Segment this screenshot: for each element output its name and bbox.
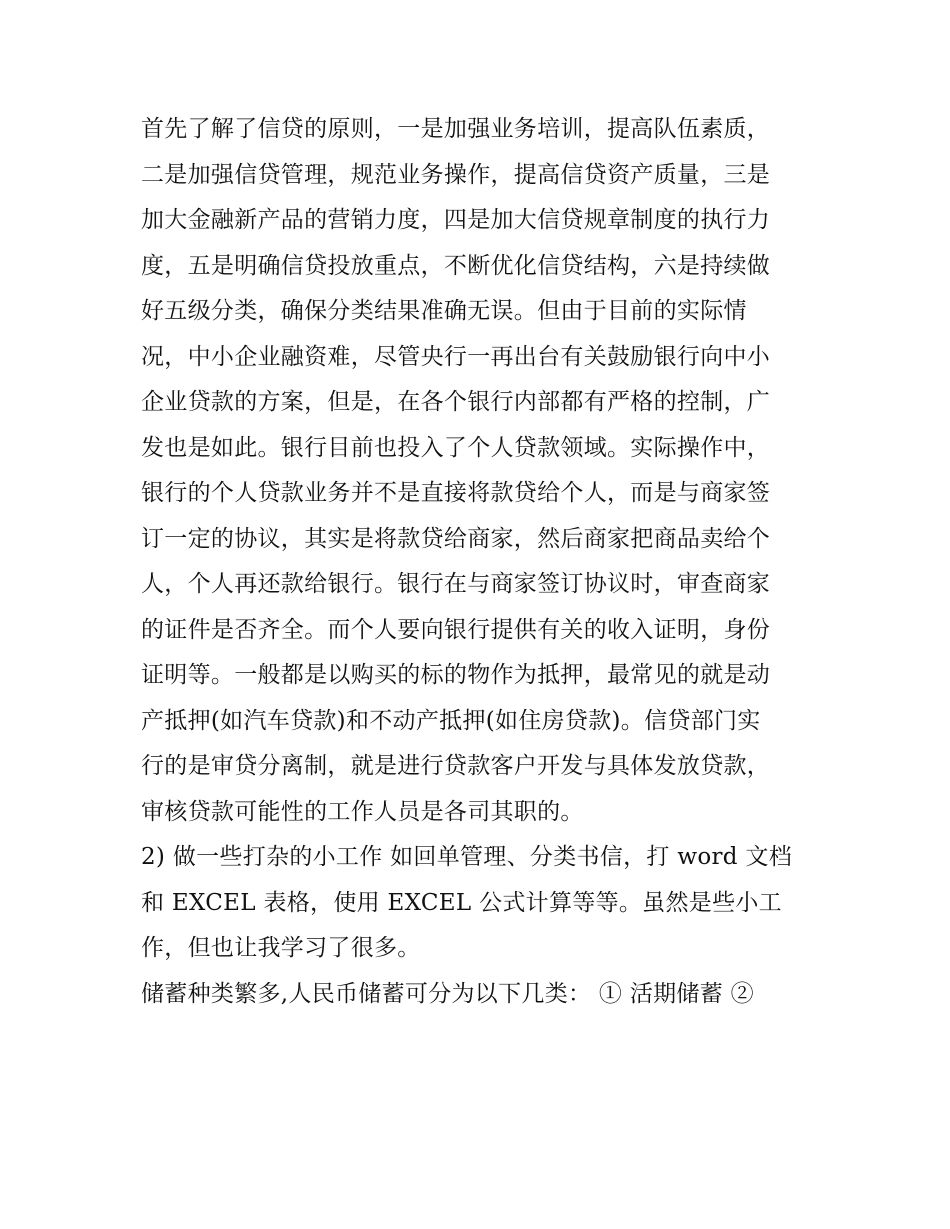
text-line: 二是加强信贷管理，规范业务操作，提高信贷资产质量，三是 [141, 161, 771, 188]
text-line: 银行的个人贷款业务并不是直接将款贷给个人，而是与商家签 [141, 480, 771, 506]
paragraph-odd-jobs [141, 835, 821, 972]
text-line: 行的是审贷分离制，就是进行贷款客户开发与具体发放贷款， [141, 753, 771, 779]
text-line: 好五级分类，确保分类结果准确无误。但由于目前的实际情 [141, 298, 747, 324]
paragraph-savings-types [141, 972, 821, 1018]
text-line: 首先了解了信贷的原则，一是加强业务培训，提高队伍素质， [141, 116, 771, 142]
text-line: 的证件是否齐全。而个人要向银行提供有关的收入证明，身份 [141, 616, 771, 643]
text-line: 储蓄种类繁多,人民币储蓄可分为以下几类： ① 活期储蓄 ② [141, 980, 754, 1007]
text-line: 审核贷款可能性的工作人员是各司其职的。 [141, 798, 584, 825]
text-line: 订一定的协议，其实是将款贷给商家，然后商家把商品卖给个 [141, 525, 771, 552]
text-line: 发也是如此。银行目前也投入了个人贷款领域。实际操作中， [141, 434, 771, 461]
text-line: 况，中小企业融资难，尽管央行一再出台有关鼓励银行向中小 [141, 343, 771, 370]
paragraph-credit-principles [141, 107, 821, 835]
text-line: 度，五是明确信贷投放重点，不断优化信贷结构，六是持续做 [141, 252, 771, 279]
text-line: 作，但也让我学习了很多。 [141, 935, 421, 961]
text-line: 加大金融新产品的营销力度，四是加大信贷规章制度的执行力 [141, 207, 771, 233]
text-line: 和 EXCEL 表格，使用 EXCEL 公式计算等等。虽然是些小工 [141, 889, 782, 916]
text-line: 人，个人再还款给银行。银行在与商家签订协议时，审查商家 [141, 571, 771, 597]
text-line: 企业贷款的方案，但是，在各个银行内部都有严格的控制，广 [141, 389, 771, 415]
text-line: 证明等。一般都是以购买的标的物作为抵押，最常见的就是动 [141, 662, 771, 688]
document-body [141, 107, 821, 1017]
text-line: 2) 做一些打杂的小工作 如回单管理、分类书信，打 word 文档 [141, 844, 793, 870]
text-line: 产抵押(如汽车贷款)和不动产抵押(如住房贷款)。信贷部门实 [141, 707, 761, 734]
